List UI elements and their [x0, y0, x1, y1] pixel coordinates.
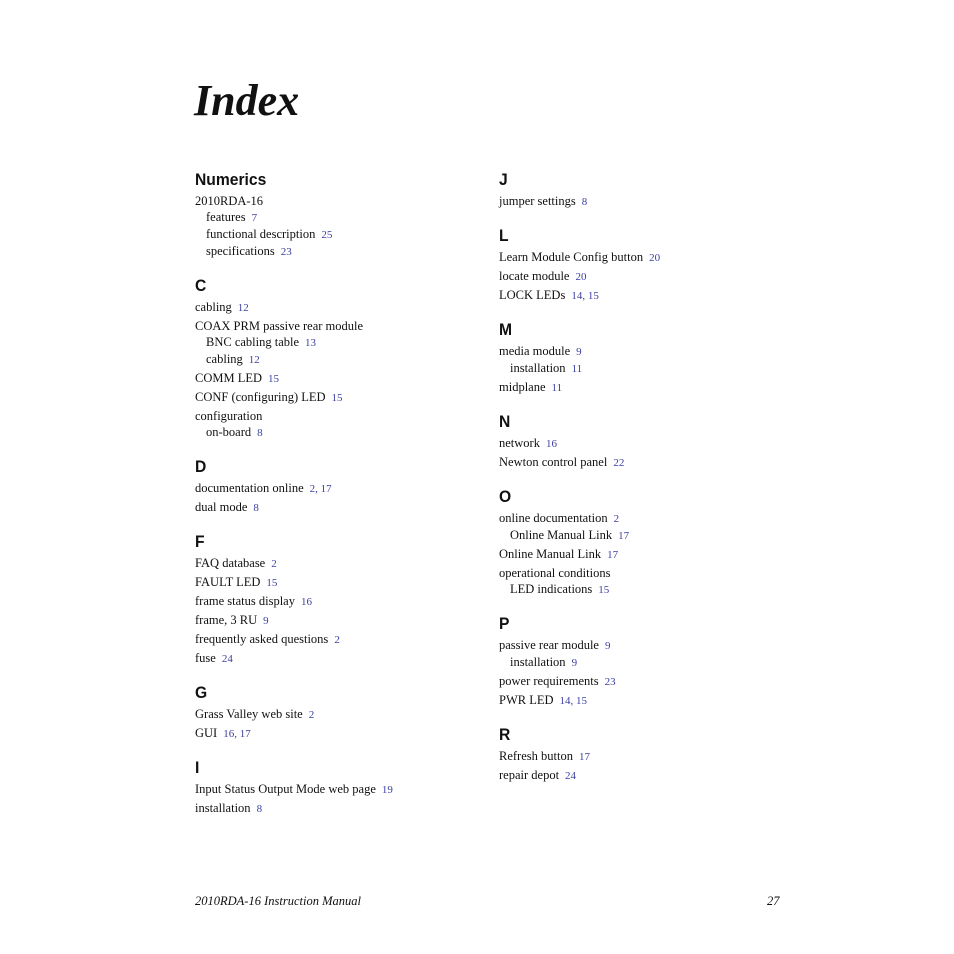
entry-term: Newton control panel	[499, 455, 608, 469]
page-link[interactable]: 20	[649, 252, 661, 264]
entry-term: cabling	[206, 352, 243, 366]
index-entry	[195, 574, 485, 591]
page-references	[257, 803, 263, 815]
entry-term: functional description	[206, 227, 316, 241]
index-entry	[195, 725, 485, 742]
page-references	[575, 271, 586, 283]
page-link[interactable]: 2	[334, 634, 340, 646]
index-entry	[499, 510, 789, 527]
index-subentry	[195, 424, 485, 441]
entry-term: jumper settings	[499, 194, 576, 208]
page-references	[334, 634, 340, 646]
entry-term: documentation online	[195, 481, 304, 495]
index-entry	[195, 650, 485, 667]
index-entry	[499, 767, 789, 784]
page-separator: ,	[234, 728, 240, 740]
page-link[interactable]: 11	[551, 382, 563, 394]
page-references	[598, 584, 609, 596]
page-link[interactable]: 17	[578, 751, 590, 763]
index-entry	[195, 318, 485, 334]
page-references	[382, 784, 393, 796]
index-entry	[195, 193, 485, 209]
page-references	[271, 558, 277, 570]
index-entry	[499, 193, 789, 210]
index-section	[499, 169, 789, 210]
page-references	[582, 196, 588, 208]
section-heading: O	[499, 487, 512, 506]
page-references	[605, 676, 616, 688]
entry-term: features	[206, 210, 246, 224]
page-references	[607, 549, 618, 561]
section-heading: I	[195, 758, 200, 777]
page-references	[614, 513, 620, 525]
entry-term: on-board	[206, 425, 252, 439]
index-section	[499, 225, 789, 304]
page-link[interactable]: 15	[576, 695, 588, 707]
index-column-right	[499, 168, 789, 799]
page-link[interactable]: 7	[251, 212, 258, 224]
entry-term: locate module	[499, 269, 570, 283]
entry-term: media module	[499, 344, 571, 358]
index-column-left	[195, 168, 485, 832]
index-entry	[195, 706, 485, 723]
index-entry	[499, 454, 789, 471]
index-subentry	[195, 226, 485, 243]
entry-term: Online Manual Link	[510, 528, 613, 542]
page-link[interactable]: 15	[331, 392, 343, 404]
index-entry	[195, 800, 485, 817]
index-entry	[499, 249, 789, 266]
page-link[interactable]: 17	[320, 483, 332, 495]
section-heading: C	[195, 276, 207, 295]
section-heading: P	[499, 614, 510, 633]
page-link[interactable]: 19	[381, 784, 393, 796]
page-references	[252, 212, 258, 224]
entry-term: COAX PRM passive rear module	[195, 319, 364, 333]
page-references	[253, 502, 259, 514]
page-references	[257, 427, 263, 439]
section-heading: J	[499, 170, 508, 189]
page-link[interactable]: 9	[263, 615, 269, 627]
entry-term: LED indications	[510, 582, 593, 596]
index-section	[195, 456, 485, 516]
page-link[interactable]: 9	[571, 657, 578, 669]
page-link[interactable]: 15	[266, 577, 278, 589]
entry-term: specifications	[206, 244, 275, 258]
page-link[interactable]: 12	[248, 354, 260, 366]
index-subentry	[499, 527, 789, 544]
page-link[interactable]: 14	[559, 695, 571, 707]
page-link[interactable]: 13	[305, 337, 317, 349]
index-section	[195, 275, 485, 441]
page-references	[572, 363, 583, 375]
index-entry	[499, 268, 789, 285]
index-entry	[499, 673, 789, 690]
page-link[interactable]: 2	[613, 513, 620, 525]
index-section	[499, 411, 789, 471]
index-entry	[195, 408, 485, 424]
entry-term: dual mode	[195, 500, 248, 514]
index-section	[195, 682, 485, 742]
entry-term: Grass Valley web site	[195, 707, 303, 721]
page-references	[310, 483, 332, 495]
index-subentry	[195, 334, 485, 351]
entry-term: installation	[510, 655, 566, 669]
page-references	[613, 457, 624, 469]
page-link[interactable]: 22	[613, 457, 625, 469]
page-references	[571, 290, 599, 302]
section-heading: F	[195, 532, 205, 551]
page-references	[305, 337, 316, 349]
page-link[interactable]: 2	[309, 483, 316, 495]
section-heading: G	[195, 683, 208, 702]
entry-term: 2010RDA-16	[195, 194, 264, 208]
index-entry	[195, 389, 485, 406]
page-link[interactable]: 20	[575, 271, 587, 283]
page-references	[552, 382, 563, 394]
entry-term: Refresh button	[499, 749, 573, 763]
entry-term: PWR LED	[499, 693, 554, 707]
entry-term: network	[499, 436, 540, 450]
entry-term: Learn Module Config button	[499, 250, 644, 264]
page-references	[576, 346, 582, 358]
entry-term: repair depot	[499, 768, 560, 782]
page-link[interactable]: 8	[581, 196, 588, 208]
entry-term: online documentation	[499, 511, 608, 525]
page-references	[268, 373, 279, 385]
page-link[interactable]: 8	[257, 427, 263, 439]
page-link[interactable]: 8	[256, 803, 263, 815]
page-references	[223, 728, 251, 740]
page-separator: ,	[315, 483, 321, 495]
page-link[interactable]: 16	[300, 596, 312, 608]
index-subentry	[499, 654, 789, 671]
page-references	[281, 246, 292, 258]
page-link[interactable]: 17	[239, 728, 251, 740]
index-section	[195, 169, 485, 260]
entry-term: fuse	[195, 651, 216, 665]
index-entry	[499, 637, 789, 654]
page-link[interactable]: 25	[321, 229, 333, 241]
index-entry	[499, 379, 789, 396]
entry-term: frequently asked questions	[195, 632, 329, 646]
entry-term: Online Manual Link	[499, 547, 602, 561]
page-references	[249, 354, 260, 366]
index-section	[195, 531, 485, 667]
page-link[interactable]: 9	[576, 346, 582, 358]
entry-term: configuration	[195, 409, 263, 423]
index-subentry	[499, 360, 789, 377]
page-references	[332, 392, 343, 404]
footer-page-number: 27	[767, 894, 780, 908]
page-link[interactable]: 16	[545, 438, 557, 450]
page-references	[618, 530, 629, 542]
index-subentry	[195, 243, 485, 260]
page-references	[263, 615, 269, 627]
entry-term: midplane	[499, 380, 546, 394]
index-entry	[195, 612, 485, 629]
index-entry	[499, 692, 789, 709]
page-link[interactable]: 2	[308, 709, 315, 721]
entry-term: frame, 3 RU	[195, 613, 258, 627]
entry-term: power requirements	[499, 674, 599, 688]
index-entry	[499, 435, 789, 452]
page-references	[309, 709, 315, 721]
index-subentry	[195, 351, 485, 368]
page-link[interactable]: 15	[268, 373, 280, 385]
entry-term: installation	[510, 361, 566, 375]
entry-term: FAULT LED	[195, 575, 261, 589]
index-entry	[195, 631, 485, 648]
page-link[interactable]: 23	[604, 676, 616, 688]
entry-term: LOCK LEDs	[499, 288, 566, 302]
page-references	[321, 229, 332, 241]
entry-term: CONF (configuring) LED	[195, 390, 326, 404]
page-references	[649, 252, 660, 264]
section-heading: Numerics	[195, 170, 267, 189]
page-separator: ,	[582, 290, 588, 302]
page-link[interactable]: 17	[607, 549, 619, 561]
page-link[interactable]: 15	[598, 584, 610, 596]
entry-term: operational conditions	[499, 566, 611, 580]
page-link[interactable]: 16	[223, 728, 235, 740]
page-link[interactable]: 23	[280, 246, 292, 258]
page-link[interactable]: 15	[587, 290, 599, 302]
index-entry	[195, 370, 485, 387]
page-link[interactable]: 12	[237, 302, 249, 314]
index-entry	[499, 343, 789, 360]
section-heading: M	[499, 320, 513, 339]
page-link[interactable]: 17	[618, 530, 630, 542]
page-link[interactable]: 8	[253, 502, 259, 514]
entry-term: cabling	[195, 300, 232, 314]
index-section	[195, 757, 485, 817]
index-section	[499, 613, 789, 709]
page-references	[579, 751, 590, 763]
page-references	[546, 438, 557, 450]
entry-term: frame status display	[195, 594, 295, 608]
page-references	[238, 302, 249, 314]
page-link[interactable]: 14	[571, 290, 583, 302]
index-entry	[195, 593, 485, 610]
page-references	[560, 695, 588, 707]
page-link[interactable]: 24	[565, 770, 577, 782]
index-entry	[195, 555, 485, 572]
index-entry	[195, 299, 485, 316]
entry-term: Input Status Output Mode web page	[195, 782, 376, 796]
entry-term: installation	[195, 801, 251, 815]
section-heading: N	[499, 412, 511, 431]
index-entry	[195, 499, 485, 516]
index-section	[499, 486, 789, 598]
index-section	[499, 319, 789, 396]
index-entry	[499, 546, 789, 563]
entry-term: passive rear module	[499, 638, 599, 652]
index-entry	[195, 480, 485, 497]
index-section	[499, 724, 789, 784]
page-link[interactable]: 2	[271, 558, 277, 570]
page-references	[222, 653, 233, 665]
page-link[interactable]: 11	[571, 363, 583, 375]
page-references	[266, 577, 277, 589]
index-entry	[499, 287, 789, 304]
page-link[interactable]: 9	[604, 640, 611, 652]
index-subentry	[195, 209, 485, 226]
index-entry	[499, 748, 789, 765]
page-references	[605, 640, 611, 652]
section-heading: L	[499, 226, 509, 245]
entry-term: BNC cabling table	[206, 335, 300, 349]
page-references	[301, 596, 312, 608]
entry-term: COMM LED	[195, 371, 263, 385]
index-entry	[195, 781, 485, 798]
page-references	[572, 657, 578, 669]
page-separator: ,	[570, 695, 577, 707]
entry-term: FAQ database	[195, 556, 266, 570]
page-title: Index	[194, 76, 300, 125]
index-entry	[499, 565, 789, 581]
page-link[interactable]: 24	[221, 653, 233, 665]
index-subentry	[499, 581, 789, 598]
entry-term: GUI	[195, 726, 218, 740]
page-references	[565, 770, 576, 782]
section-heading: R	[499, 725, 511, 744]
section-heading: D	[195, 457, 207, 476]
footer-manual-title: 2010RDA-16 Instruction Manual	[195, 894, 361, 908]
